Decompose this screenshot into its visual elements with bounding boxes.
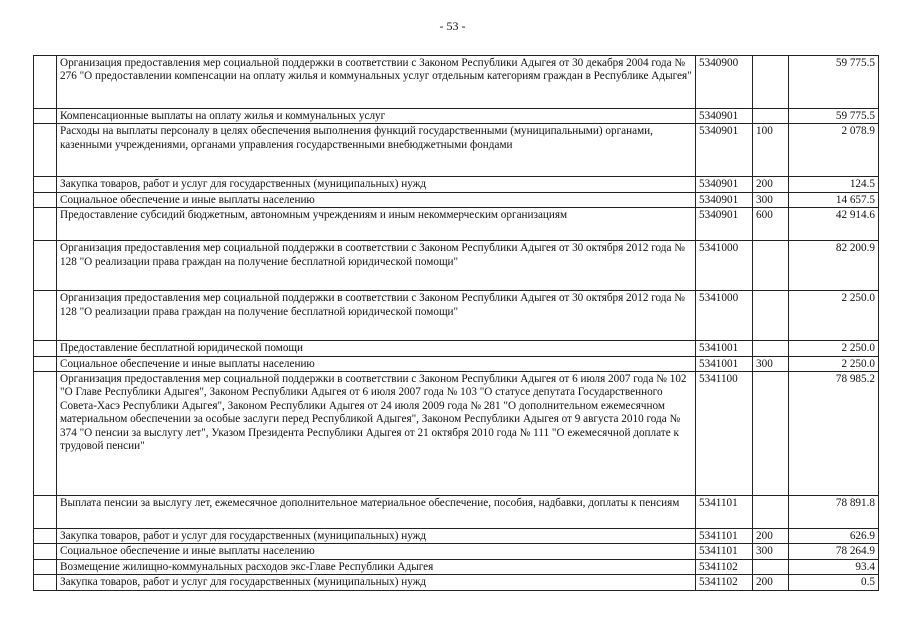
- target-code: 5341102: [696, 559, 753, 574]
- target-code: 5341100: [696, 372, 753, 496]
- amount: 78 985.2: [789, 372, 879, 496]
- blank-cell: [34, 56, 57, 109]
- item-name: Социальное обеспечение и иные выплаты населению: [57, 544, 696, 559]
- table-row: [34, 109, 879, 124]
- amount: 14 657.5: [789, 192, 879, 207]
- table-row: [34, 575, 879, 590]
- blank-cell: [34, 192, 57, 207]
- expense-type: [753, 341, 789, 356]
- amount: 2 250.0: [789, 291, 879, 341]
- blank-cell: [34, 208, 57, 241]
- blank-cell: [34, 575, 57, 590]
- expense-type: 100: [753, 124, 789, 177]
- expense-type: 200: [753, 529, 789, 544]
- amount: 59 775.5: [789, 109, 879, 124]
- amount: 78 264.9: [789, 544, 879, 559]
- target-code: 5341101: [696, 496, 753, 529]
- item-name: Возмещение жилищно-коммунальных расходов экс-Главе Республики Адыгея: [57, 559, 696, 574]
- blank-cell: [34, 544, 57, 559]
- item-name: Закупка товаров, работ и услуг для государственных (муниципальных) нужд: [57, 575, 696, 590]
- expense-type: 600: [753, 208, 789, 241]
- blank-cell: [34, 109, 57, 124]
- blank-cell: [34, 356, 57, 371]
- table-row: [34, 356, 879, 371]
- expense-type: 300: [753, 544, 789, 559]
- item-name: Организация предоставления мер социальной поддержки в соответствии с Законом Республики Адыгея от 30 октября 2012 года № 128 "О реализации права граждан на получение бесплатной юридической помощи": [57, 291, 696, 341]
- target-code: 5340901: [696, 109, 753, 124]
- amount: 124.5: [789, 177, 879, 192]
- expense-type: [753, 291, 789, 341]
- amount: 2 250.0: [789, 356, 879, 371]
- blank-cell: [34, 291, 57, 341]
- amount: 59 775.5: [789, 56, 879, 109]
- target-code: 5340901: [696, 177, 753, 192]
- target-code: 5340900: [696, 56, 753, 109]
- target-code: 5340901: [696, 192, 753, 207]
- table-row: [34, 177, 879, 192]
- table-row: [34, 496, 879, 529]
- amount: 82 200.9: [789, 241, 879, 291]
- blank-cell: [34, 241, 57, 291]
- item-name: Предоставление бесплатной юридической помощи: [57, 341, 696, 356]
- table-row: [34, 124, 879, 177]
- amount: 0.5: [789, 575, 879, 590]
- item-name: Социальное обеспечение и иные выплаты населению: [57, 356, 696, 371]
- expense-type: [753, 372, 789, 496]
- target-code: 5341000: [696, 241, 753, 291]
- table-row: [34, 192, 879, 207]
- table-row: [34, 291, 879, 341]
- item-name: Организация предоставления мер социальной поддержки в соответствии с Законом Республики Адыгея от 30 декабря 2004 года № 276 "О предоставлении компенсации на оплату жилья и коммунальных услуг отдельным категориям граждан в Республике Адыгея": [57, 56, 696, 109]
- blank-cell: [34, 559, 57, 574]
- expense-type: [753, 241, 789, 291]
- blank-cell: [34, 124, 57, 177]
- blank-cell: [34, 341, 57, 356]
- target-code: 5341001: [696, 356, 753, 371]
- item-name: Организация предоставления мер социальной поддержки в соответствии с Законом Республики Адыгея от 6 июля 2007 года № 102 "О Главе Республики Адыгея", Законом Республики Адыгея от 6 июля 2007 года № 103 "О статусе депутата Государственного Совета-Хасэ Республики Адыгея", Законом Республики Адыгея от 24 июля 2009 года № 281 "О дополнительном ежемесячном материальном обеспечении за особые заслуги перед Республикой Адыгея", Законом Республики Адыгея от 9 августа 2010 года № 374 "О пенсии за выслугу лет", Указом Президента Республики Адыгея от 21 октября 2010 года № 111 "О ежемесячной доплате к трудовой пенсии": [57, 372, 696, 496]
- item-name: Компенсационные выплаты на оплату жилья и коммунальных услуг: [57, 109, 696, 124]
- table-row: [34, 208, 879, 241]
- blank-cell: [34, 177, 57, 192]
- expense-type: [753, 56, 789, 109]
- amount: 626.9: [789, 529, 879, 544]
- item-name: Закупка товаров, работ и услуг для государственных (муниципальных) нужд: [57, 177, 696, 192]
- amount: 2 250.0: [789, 341, 879, 356]
- amount: 93.4: [789, 559, 879, 574]
- item-name: Социальное обеспечение и иные выплаты населению: [57, 192, 696, 207]
- table-row: [34, 341, 879, 356]
- item-name: Предоставление субсидий бюджетным, автономным учреждениям и иным некоммерческим организациям: [57, 208, 696, 241]
- expense-type: 300: [753, 192, 789, 207]
- target-code: 5340901: [696, 208, 753, 241]
- blank-cell: [34, 529, 57, 544]
- item-name: Выплата пенсии за выслугу лет, ежемесячное дополнительное материальное обеспечение, пособия, надбавки, доплаты к пенсиям: [57, 496, 696, 529]
- target-code: 5341101: [696, 529, 753, 544]
- table-row: [34, 56, 879, 109]
- table-row: [34, 529, 879, 544]
- blank-cell: [34, 372, 57, 496]
- expense-type: [753, 496, 789, 529]
- expense-type: 300: [753, 356, 789, 371]
- table-row: [34, 241, 879, 291]
- expense-type: [753, 109, 789, 124]
- expense-type: 200: [753, 575, 789, 590]
- target-code: 5341102: [696, 575, 753, 590]
- budget-table: [33, 55, 879, 591]
- amount: 42 914.6: [789, 208, 879, 241]
- expense-type: [753, 559, 789, 574]
- target-code: 5341000: [696, 291, 753, 341]
- table-row: [34, 544, 879, 559]
- blank-cell: [34, 496, 57, 529]
- table-row: [34, 372, 879, 496]
- item-name: Расходы на выплаты персоналу в целях обеспечения выполнения функций государственными (муниципальными) органами, казенными учреждениями, органами управления государственными внебюджетными фондами: [57, 124, 696, 177]
- table-row: [34, 559, 879, 574]
- target-code: 5340901: [696, 124, 753, 177]
- amount: 78 891.8: [789, 496, 879, 529]
- amount: 2 078.9: [789, 124, 879, 177]
- item-name: Организация предоставления мер социальной поддержки в соответствии с Законом Республики Адыгея от 30 октября 2012 года № 128 "О реализации права граждан на получение бесплатной юридической помощи": [57, 241, 696, 291]
- item-name: Закупка товаров, работ и услуг для государственных (муниципальных) нужд: [57, 529, 696, 544]
- expense-type: 200: [753, 177, 789, 192]
- target-code: 5341101: [696, 544, 753, 559]
- target-code: 5341001: [696, 341, 753, 356]
- page-number: - 53 -: [439, 19, 466, 33]
